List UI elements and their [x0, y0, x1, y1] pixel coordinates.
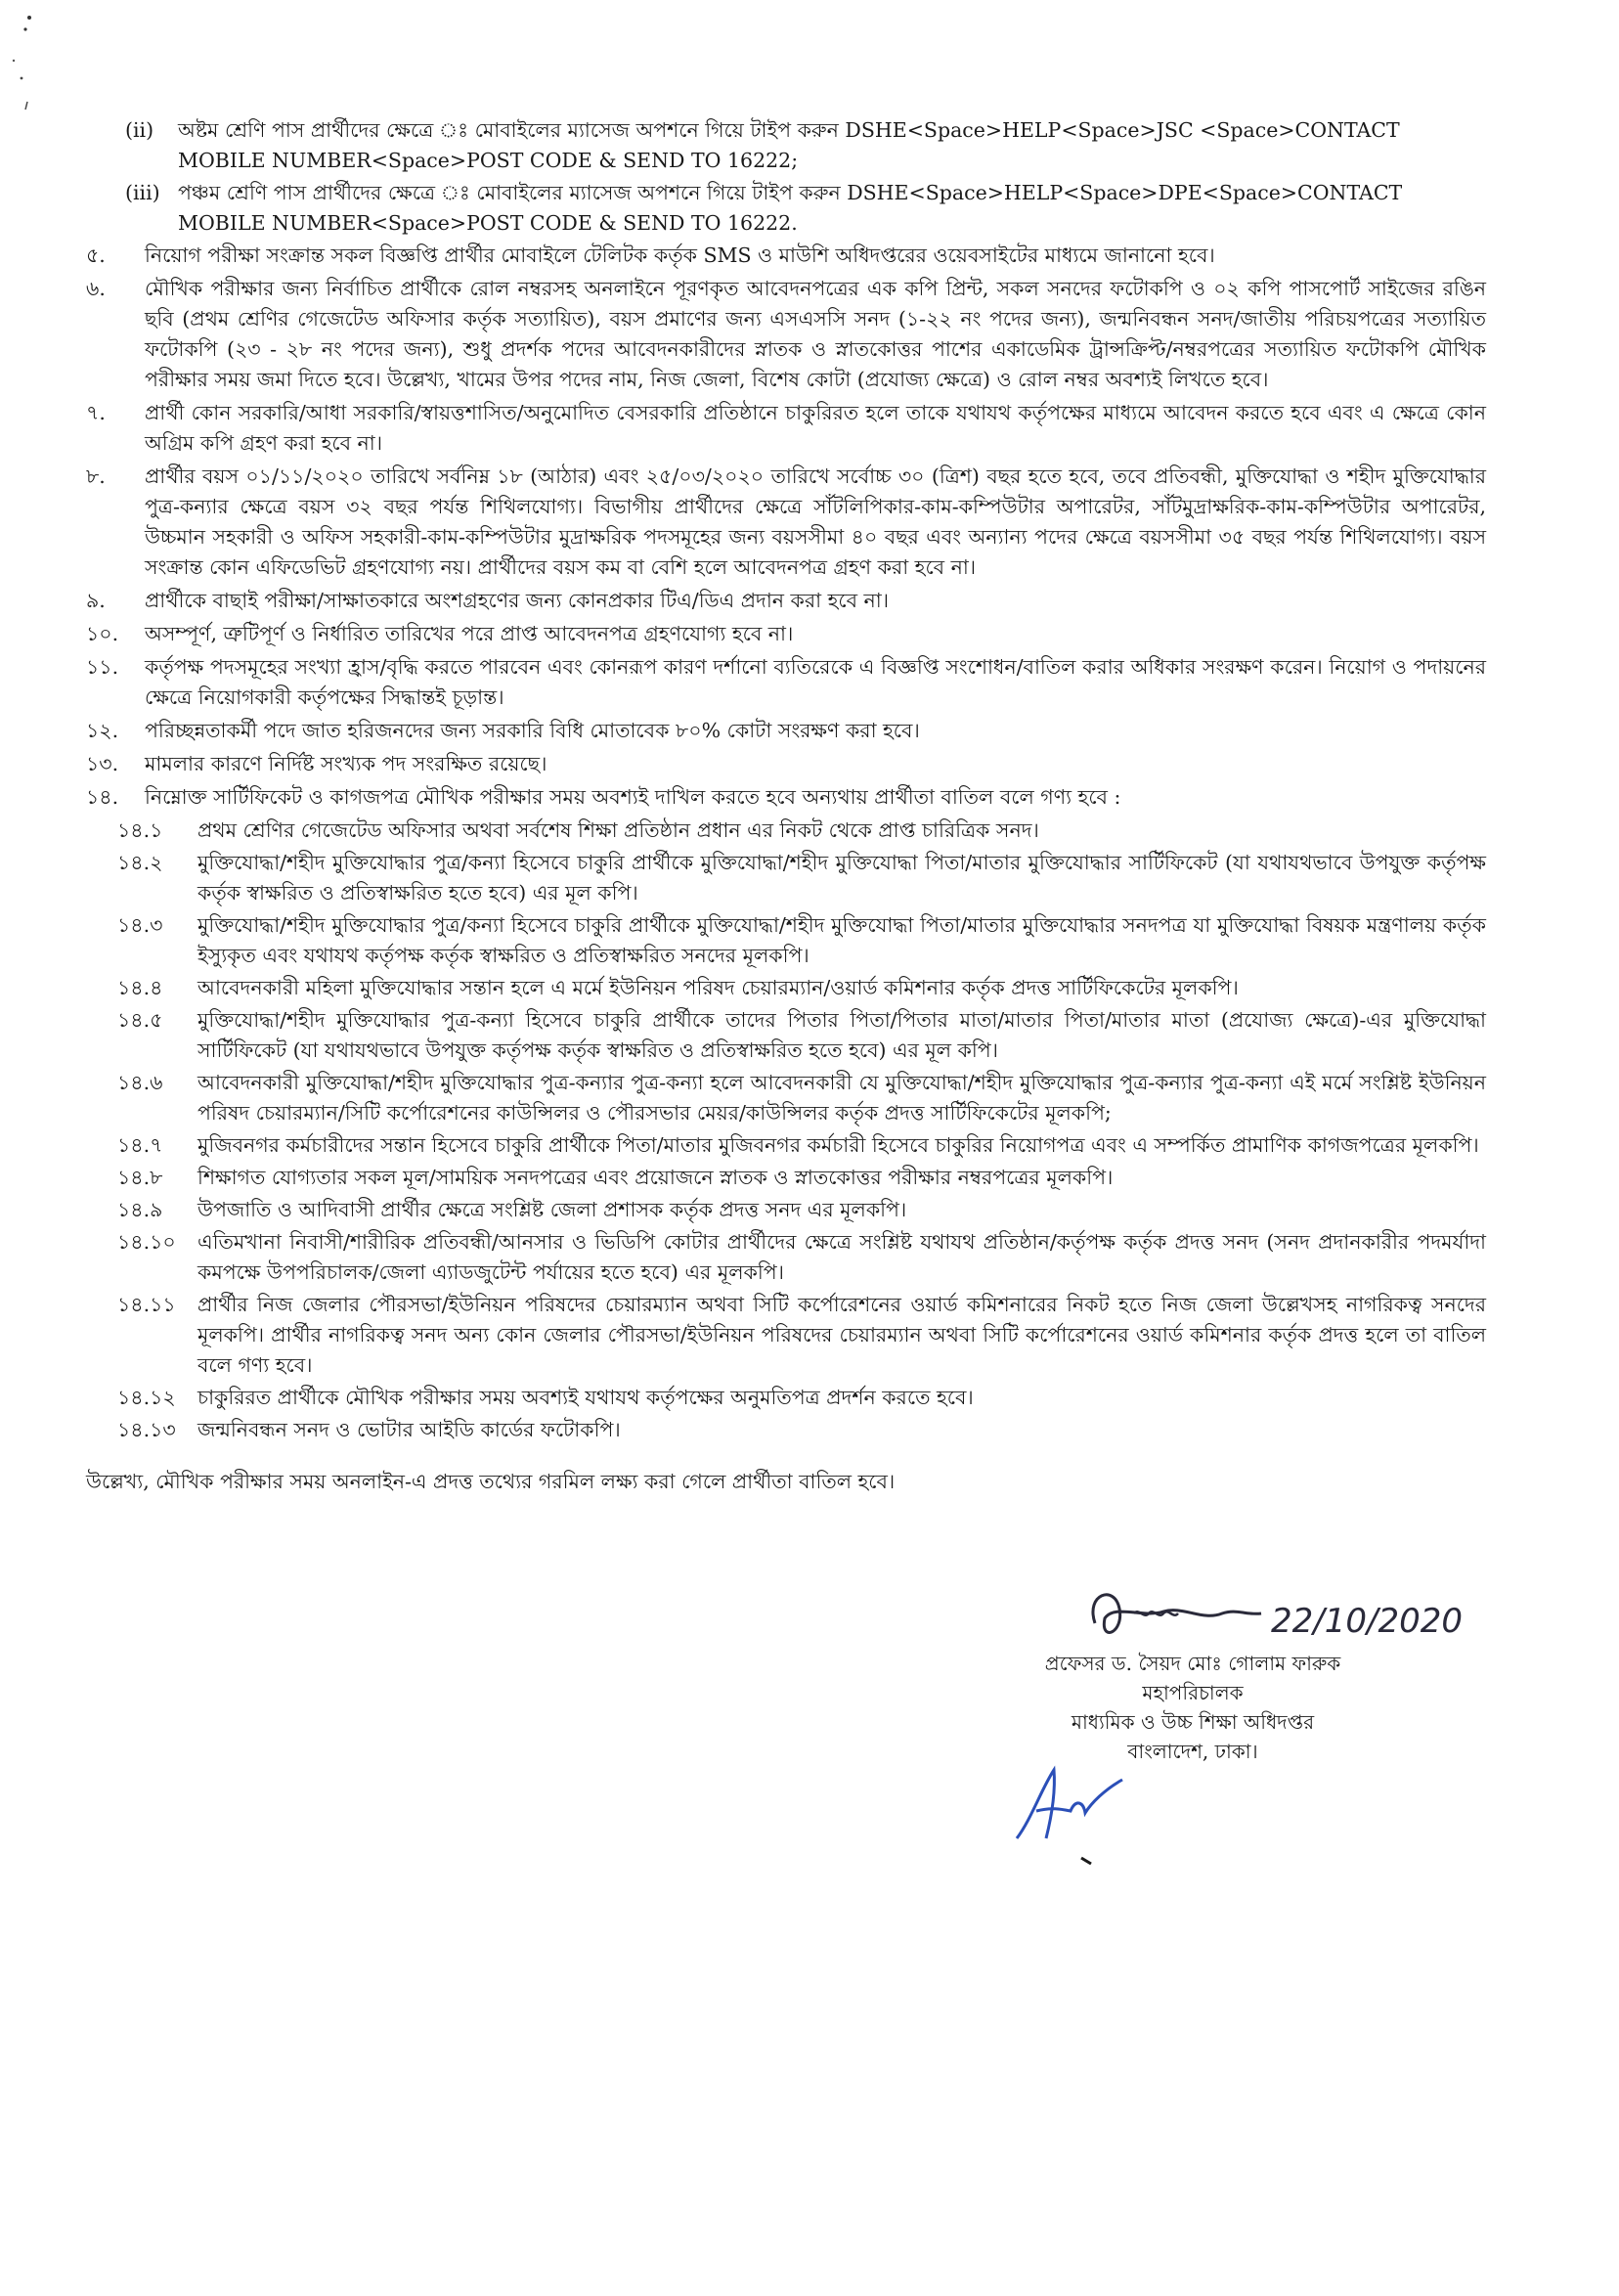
sub-list-item [78, 1290, 1486, 1381]
instruction-text: অষ্টম শ্রেণি পাস প্রার্থীদের ক্ষেত্রে ঃ মোবাইলের ম্যাসেজ অপশনে গিয়ে টাইপ করুন DSHE<Space>HELP<Space>JSC <Space>CONTACT MOBILE NUMBER<Space>POST CODE & SEND TO 16222; [178, 118, 1400, 172]
instruction-text: পঞ্চম শ্রেণি পাস প্রার্থীদের ক্ষেত্রে ঃ মোবাইলের ম্যাসেজ অপশনে গিয়ে টাইপ করুন DSHE<Space>HELP<Space>DPE<Space>CONTACT MOBILE NUMBER<Space>POST CODE & SEND TO 16222. [178, 181, 1403, 235]
subitem-text: প্রথম শ্রেণির গেজেটেড অফিসার অথবা সর্বশেষ শিক্ষা প্রতিষ্ঠান প্রধান এর নিকট থেকে প্রাপ্ত চারিত্রিক সনদ। [197, 818, 1039, 842]
sub-list-item [78, 1195, 1486, 1225]
subitem-number: ১৪.৭ [117, 1133, 163, 1157]
sub-list-item [78, 816, 1486, 846]
item-number: ১০. [86, 622, 119, 645]
closing-note: উল্লেখ্য, মৌখিক পরীক্ষার সময় অনলাইন-এ প্রদত্ত তথ্যের গরমিল লক্ষ্য করা গেলে প্রার্থীতা বাতিল হবে। [86, 1470, 896, 1493]
subitem-number: ১৪.৩ [117, 913, 163, 937]
item-number: ১৩. [86, 752, 119, 775]
list-item [78, 652, 1486, 713]
item-number: ৮. [86, 464, 106, 488]
subitem-text: প্রার্থীর নিজ জেলার পৌরসভা/ইউনিয়ন পরিষদের চেয়ারম্যান অথবা সিটি কর্পোরেশনের ওয়ার্ড কমিশনারের নিকট হতে নিজ জেলা উল্লেখসহ নাগরিকত্ব সনদের মূলকপি। প্রার্থীর নাগরিকত্ব সনদ অন্য কোন জেলার পৌরসভা/ইউনিয়ন পরিষদের চেয়ারম্যান অথবা সিটি কর্পোরেশনের ওয়ার্ড কমিশনার কর্তৃক প্রদত্ত হলে তা বাতিল বলে গণ্য হবে। [197, 1293, 1486, 1377]
item-text: প্রার্থীর বয়স ০১/১১/২০২০ তারিখে সর্বনিম্ন ১৮ (আঠার) এবং ২৫/০৩/২০২০ তারিখে সর্বোচ্চ ৩০ (ত্রিশ) বছর হতে হবে, তবে প্রতিবন্ধী, মুক্তিযোদ্ধা ও শহীদ মুক্তিযোদ্ধার পুত্র-কন্যার ক্ষেত্রে বয়স ৩২ বছর পর্যন্ত শিথিলযোগ্য। বিভাগীয় প্রার্থীদের ক্ষেত্রে সাঁটলিপিকার-কাম-কম্পিউটার অপারেটর, সাঁটমুদ্রাক্ষরিক-কাম-কম্পিউটার অপারেটর, উচ্চমান সহকারী ও অফিস সহকারী-কাম-কম্পিউটার মুদ্রাক্ষরিক পদসমূহের জন্য বয়সসীমা ৪০ বছর এবং অন্যান্য পদের ক্ষেত্রে বয়সসীমা ৩৫ বছর পর্যন্ত শিথিলযোগ্য। বয়স সংক্রান্ত কোন এফিডেভিট গ্রহণযোগ্য নয়। প্রার্থীদের বয়স কম বা বেশি হলে আবেদনপত্র গ্রহণ করা হবে না। [145, 464, 1486, 579]
sub-list-item [78, 1227, 1486, 1288]
subitem-text: এতিমখানা নিবাসী/শারীরিক প্রতিবন্ধী/আনসার ও ভিডিপি কোটার প্রার্থীদের ক্ষেত্রে সংশ্লিষ্ট যথাযথ প্রতিষ্ঠান/কর্তৃপক্ষ কর্তৃক প্রদত্ত সনদ (সনদ প্রদানকারীর পদমর্যাদা কমপক্ষে উপপরিচালক/জেলা এ্যাডজুটেন্ট পর্যায়ের হতে হবে) এর মূলকপি। [197, 1230, 1486, 1284]
item-number: ১২. [86, 719, 119, 742]
item-text: নিয়োগ পরীক্ষা সংক্রান্ত সকল বিজ্ঞপ্তি প্রার্থীর মোবাইলে টেলিটক কর্তৃক SMS ও মাউশি অধিদপ্তরের ওয়েবসাইটের মাধ্যমে জানানো হবে। [145, 243, 1215, 267]
list-item [78, 241, 1486, 271]
subitem-text: মুক্তিযোদ্ধা/শহীদ মুক্তিযোদ্ধার পুত্র/কন্যা হিসেবে চাকুরি প্রার্থীকে মুক্তিযোদ্ধা/শহীদ মুক্তিযোদ্ধা পিতা/মাতার মুক্তিযোদ্ধার সনদপত্র যা মুক্তিযোদ্ধা বিষয়ক মন্ত্রণালয় কর্তৃক ইস্যুকৃত এবং যথাযথ কর্তৃপক্ষ কর্তৃক স্বাক্ষরিত ও প্রতিস্বাক্ষরিত সনদের মূলকপি। [197, 913, 1486, 967]
list-item [78, 462, 1486, 583]
list-item [78, 586, 1486, 616]
sms-instruction-dpe [78, 178, 1486, 239]
subitem-text: মুজিবনগর কর্মচারীদের সন্তান হিসেবে চাকুরি প্রার্থীকে পিতা/মাতার মুজিবনগর কর্মচারী হিসেবে চাকুরির নিয়োগপত্র এবং এ সম্পর্কিত প্রামাণিক কাগজপত্রের মূলকপি। [197, 1133, 1479, 1157]
item-text: পরিচ্ছন্নতাকর্মী পদে জাত হরিজনদের জন্য সরকারি বিধি মোতাবেক ৮০% কোটা সংরক্ষণ করা হবে। [145, 719, 920, 742]
item-number: ৭. [86, 401, 106, 424]
subitem-number: ১৪.১২ [117, 1386, 176, 1409]
signatory-location: বাংলাদেশ, ঢাকা। [1127, 1740, 1258, 1763]
subitem-number: ১৪.১০ [117, 1230, 176, 1254]
notice-body [78, 115, 1486, 1497]
subitem-number: ১৪.৪ [117, 976, 163, 999]
item-text: প্রার্থী কোন সরকারি/আধা সরকারি/স্বায়ত্তশাসিত/অনুমোদিত বেসরকারি প্রতিষ্ঠানে চাকুরিরত হলে তাকে যথাযথ কর্তৃপক্ষের মাধ্যমে আবেদন করতে হবে এবং এ ক্ষেত্রে কোন অগ্রিম কপি গ্রহণ করা হবে না। [145, 401, 1486, 455]
item-number: ১৪. [86, 785, 119, 809]
subitem-number: ১৪.৫ [117, 1008, 163, 1032]
subitem-text: মুক্তিযোদ্ধা/শহীদ মুক্তিযোদ্ধার পুত্র/কন্যা হিসেবে চাকুরি প্রার্থীকে মুক্তিযোদ্ধা/শহীদ মুক্তিযোদ্ধা পিতা/মাতার মুক্তিযোদ্ধার সার্টিফিকেট (যা যথাযথভাবে উপযুক্ত কর্তৃপক্ষ কর্তৃক স্বাক্ষরিত ও প্রতিস্বাক্ষরিত হতে হবে) এর মূল কপি। [197, 851, 1486, 905]
item-number: ১১. [86, 655, 119, 679]
sub-list-item [78, 1163, 1486, 1193]
signatory-name: প্রফেসর ড. সৈয়দ মোঃ গোলাম ফারুক [1044, 1652, 1341, 1675]
sub-list-item [78, 848, 1486, 908]
subitem-number: ১৪.১৩ [117, 1418, 176, 1441]
list-item [78, 398, 1486, 459]
item-text: মৌখিক পরীক্ষার জন্য নির্বাচিত প্রার্থীকে রোল নম্বরসহ অনলাইনে পূরণকৃত আবেদনপত্রের এক কপি প্রিন্ট, সকল সনদের ফটোকপি ও ০২ কপি পাসপোর্ট সাইজের রঙিন ছবি (প্রথম শ্রেণির গেজেটেড অফিসার কর্তৃক সত্যায়িত), বয়স প্রমাণের জন্য এসএসসি সনদ (১-২২ নং পদের জন্য), জন্মনিবন্ধন সনদ/জাতীয় পরিচয়পত্রের সত্যায়িত ফটোকপি (২৩ - ২৮ নং পদের জন্য), শুধু প্রদর্শক পদের আবেদনকারীদের স্নাতক ও স্নাতকোত্তর পাশের একাডেমিক ট্রান্সক্রিপ্ট/নম্বরপত্রের সত্যায়িত ফটোকপি মৌখিক পরীক্ষার সময় জমা দিতে হবে। উল্লেখ্য, খামের উপর পদের নাম, নিজ জেলা, বিশেষ কোটা (প্রযোজ্য ক্ষেত্রে) ও রোল নম্বর অবশ্যই লিখতে হবে। [145, 277, 1486, 391]
list-item [78, 749, 1486, 779]
subitem-text: চাকুরিরত প্রার্থীকে মৌখিক পরীক্ষার সময় অবশ্যই যথাযথ কর্তৃপক্ষের অনুমতিপত্র প্রদর্শন করতে হবে। [197, 1386, 974, 1409]
subitem-number: ১৪.৬ [117, 1071, 163, 1094]
subitem-text: আবেদনকারী মহিলা মুক্তিযোদ্ধার সন্তান হলে এ মর্মে ইউনিয়ন পরিষদ চেয়ারম্যান/ওয়ার্ড কমিশনার কর্তৃক প্রদত্ত সার্টিফিকেটের মূলকপি। [197, 976, 1239, 999]
subitem-text: মুক্তিযোদ্ধা/শহীদ মুক্তিযোদ্ধার পুত্র-কন্যা হিসেবে চাকুরি প্রার্থীকে তাদের পিতার পিতা/পিতার মাতা/মাতার পিতা/মাতার মাতা (প্রযোজ্য ক্ষেত্রে)-এর মুক্তিযোদ্ধা সার্টিফিকেট (যা যথাযথভাবে উপযুক্ত কর্তৃপক্ষ কর্তৃক স্বাক্ষরিত ও প্রতিস্বাক্ষরিত হতে হবে) এর মূল কপি। [197, 1008, 1486, 1062]
subitem-text: আবেদনকারী মুক্তিযোদ্ধা/শহীদ মুক্তিযোদ্ধার পুত্র-কন্যার পুত্র-কন্যা হলে আবেদনকারী যে মুক্তিযোদ্ধা/শহীদ মুক্তিযোদ্ধার পুত্র-কন্যার পুত্র-কন্যা এই মর্মে সংশ্লিষ্ট ইউনিয়ন পরিষদ চেয়ারম্যান/সিটি কর্পোরেশনের কাউন্সিলর ও পৌরসভার মেয়র/কাউন্সিলর কর্তৃক প্রদত্ত সার্টিফিকেটের মূলকপি; [197, 1071, 1486, 1125]
sub-list-item [78, 1415, 1486, 1445]
sub-list-item [78, 1383, 1486, 1413]
signatory-title: মহাপরিচালক [1142, 1681, 1244, 1704]
subitem-number: ১৪.২ [117, 851, 163, 874]
item-text: নিম্নোক্ত সার্টিফিকেট ও কাগজপত্র মৌখিক পরীক্ষার সময় অবশ্যই দাখিল করতে হবে অন্যথায় প্রার্থীতা বাতিল বলে গণ্য হবে : [145, 785, 1121, 809]
sub-list-item [78, 910, 1486, 971]
subitem-text: শিক্ষাগত যোগ্যতার সকল মূল/সাময়িক সনদপত্রের এবং প্রয়োজনে স্নাতক ও স্নাতকোত্তর পরীক্ষার নম্বরপত্রের মূলকপি। [197, 1166, 1114, 1189]
item-text: মামলার কারণে নির্দিষ্ট সংখ্যক পদ সংরক্ষিত রয়েছে। [145, 752, 547, 775]
signatory-office: মাধ্যমিক ও উচ্চ শিক্ষা অধিদপ্তর [1071, 1710, 1315, 1734]
list-item [78, 274, 1486, 395]
scan-specks [0, 0, 59, 137]
subitem-number: ১৪.১১ [117, 1293, 176, 1316]
subitem-text: জন্মনিবন্ধন সনদ ও ভোটার আইডি কার্ডের ফটোকপি। [197, 1418, 621, 1441]
signature-date: 22/10/2020 [1271, 1602, 1463, 1641]
sub-list-item [78, 1005, 1486, 1066]
item-text: অসম্পূর্ণ, ত্রুটিপূর্ণ ও নির্ধারিত তারিখের পরে প্রাপ্ত আবেদনপত্র গ্রহণযোগ্য হবে না। [145, 622, 794, 645]
sub-list-item [78, 1130, 1486, 1161]
instruction-number: (ii) [125, 118, 154, 142]
list-item [78, 782, 1486, 813]
sub-list-item [78, 1068, 1486, 1128]
list-item [78, 619, 1486, 649]
item-text: প্রার্থীকে বাছাই পরীক্ষা/সাক্ষাতকারে অংশগ্রহণের জন্য কোনপ্রকার টিএ/ডিএ প্রদান করা হবে না। [145, 589, 890, 612]
blue-initials-mark [1007, 1750, 1134, 1877]
subitem-text: উপজাতি ও আদিবাসী প্রার্থীর ক্ষেত্রে সংশ্লিষ্ট জেলা প্রশাসক কর্তৃক প্রদত্ত সনদ এর মূলকপি। [197, 1198, 907, 1221]
item-text: কর্তৃপক্ষ পদসমূহের সংখ্যা হ্রাস/বৃদ্ধি করতে পারবেন এবং কোনরূপ কারণ দর্শানো ব্যতিরেকে এ বিজ্ঞপ্তি সংশোধন/বাতিল করার অধিকার সংরক্ষণ করেন। নিয়োগ ও পদায়নের ক্ষেত্রে নিয়োগকারী কর্তৃপক্ষের সিদ্ধান্তই চূড়ান্ত। [145, 655, 1486, 709]
sub-list-item [78, 973, 1486, 1003]
subitem-number: ১৪.৮ [117, 1166, 163, 1189]
item-number: ৬. [86, 277, 106, 300]
instruction-number: (iii) [125, 181, 160, 204]
subitem-number: ১৪.১ [117, 818, 163, 842]
signatory-designation [978, 1649, 1408, 1766]
list-item [78, 716, 1486, 746]
subitem-number: ১৪.৯ [117, 1198, 163, 1221]
item-number: ৯. [86, 589, 106, 612]
sms-instruction-jsc [78, 115, 1486, 176]
item-number: ৫. [86, 243, 106, 267]
